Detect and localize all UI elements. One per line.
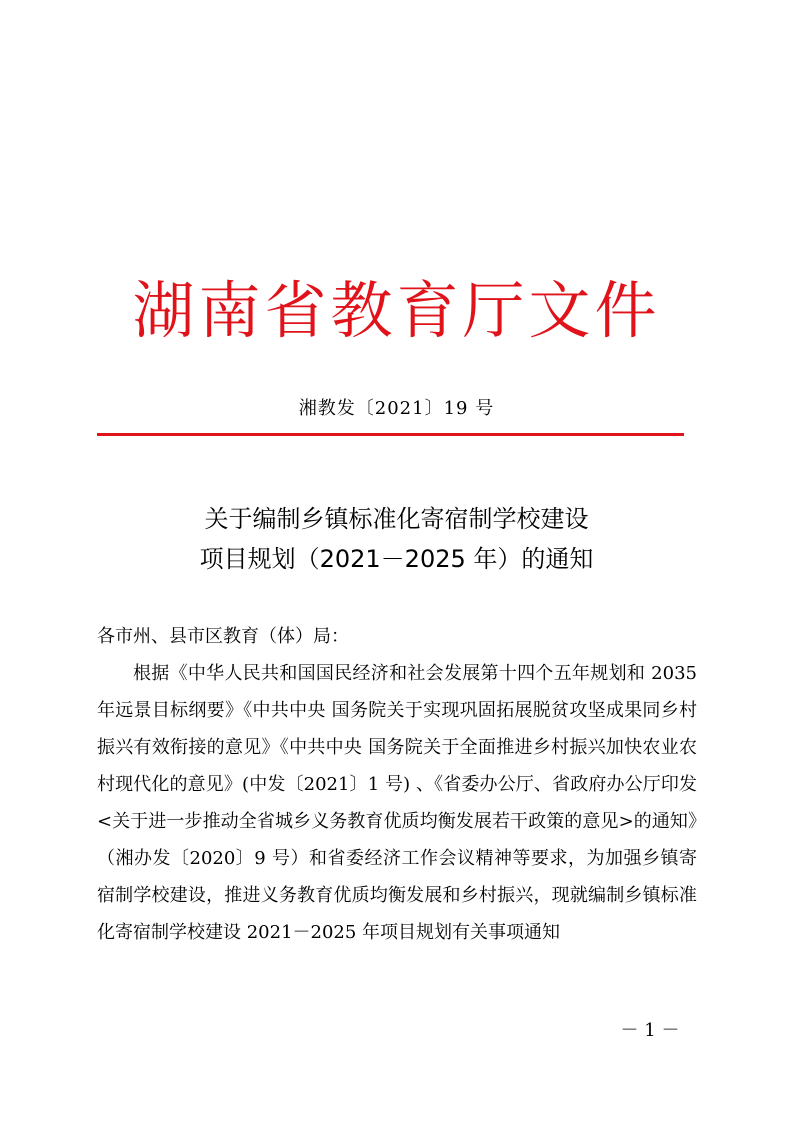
- document-number: 湘教发〔2021〕19 号: [298, 398, 495, 419]
- document-title: [0, 499, 793, 579]
- red-separator-line: [97, 433, 684, 436]
- title-line-2: 项目规划（2021－2025 年）的通知: [199, 545, 594, 573]
- salutation: 各市州、县市区教育（体）局：: [97, 626, 349, 647]
- title-line-1: 关于编制乡镇标准化寄宿制学校建设: [204, 505, 589, 533]
- body-paragraph: 根据《中华人民共和国国民经济和社会发展第十四个五年规划和 2035 年远景目标纲要》《中共中央 国务院关于实现巩固拓展脱贫攻坚成果同乡村振兴有效衔接的意见》《中共中央 国务院关于全面推进乡村振兴加快农业农村现代化的意见》(中发〔2021〕1 号) 、《省委办公厅、省政府办公厅印发<关于进一步推动全省城乡义务教育优质均衡发展若干政策的意见>的通知》（湘办发〔2020〕9 号）和省委经济工作会议精神等要求，为加强乡镇寄宿制学校建设，推进义务教育优质均衡发展和乡村振兴，现就编制乡镇标准化寄宿制学校建设 2021－2025 年项目规划有关事项通知: [97, 663, 697, 943]
- page-number: － 1 －: [620, 1020, 680, 1041]
- document-body: [97, 618, 697, 951]
- issuer-red-header: 湖南省教育厅文件: [132, 274, 661, 347]
